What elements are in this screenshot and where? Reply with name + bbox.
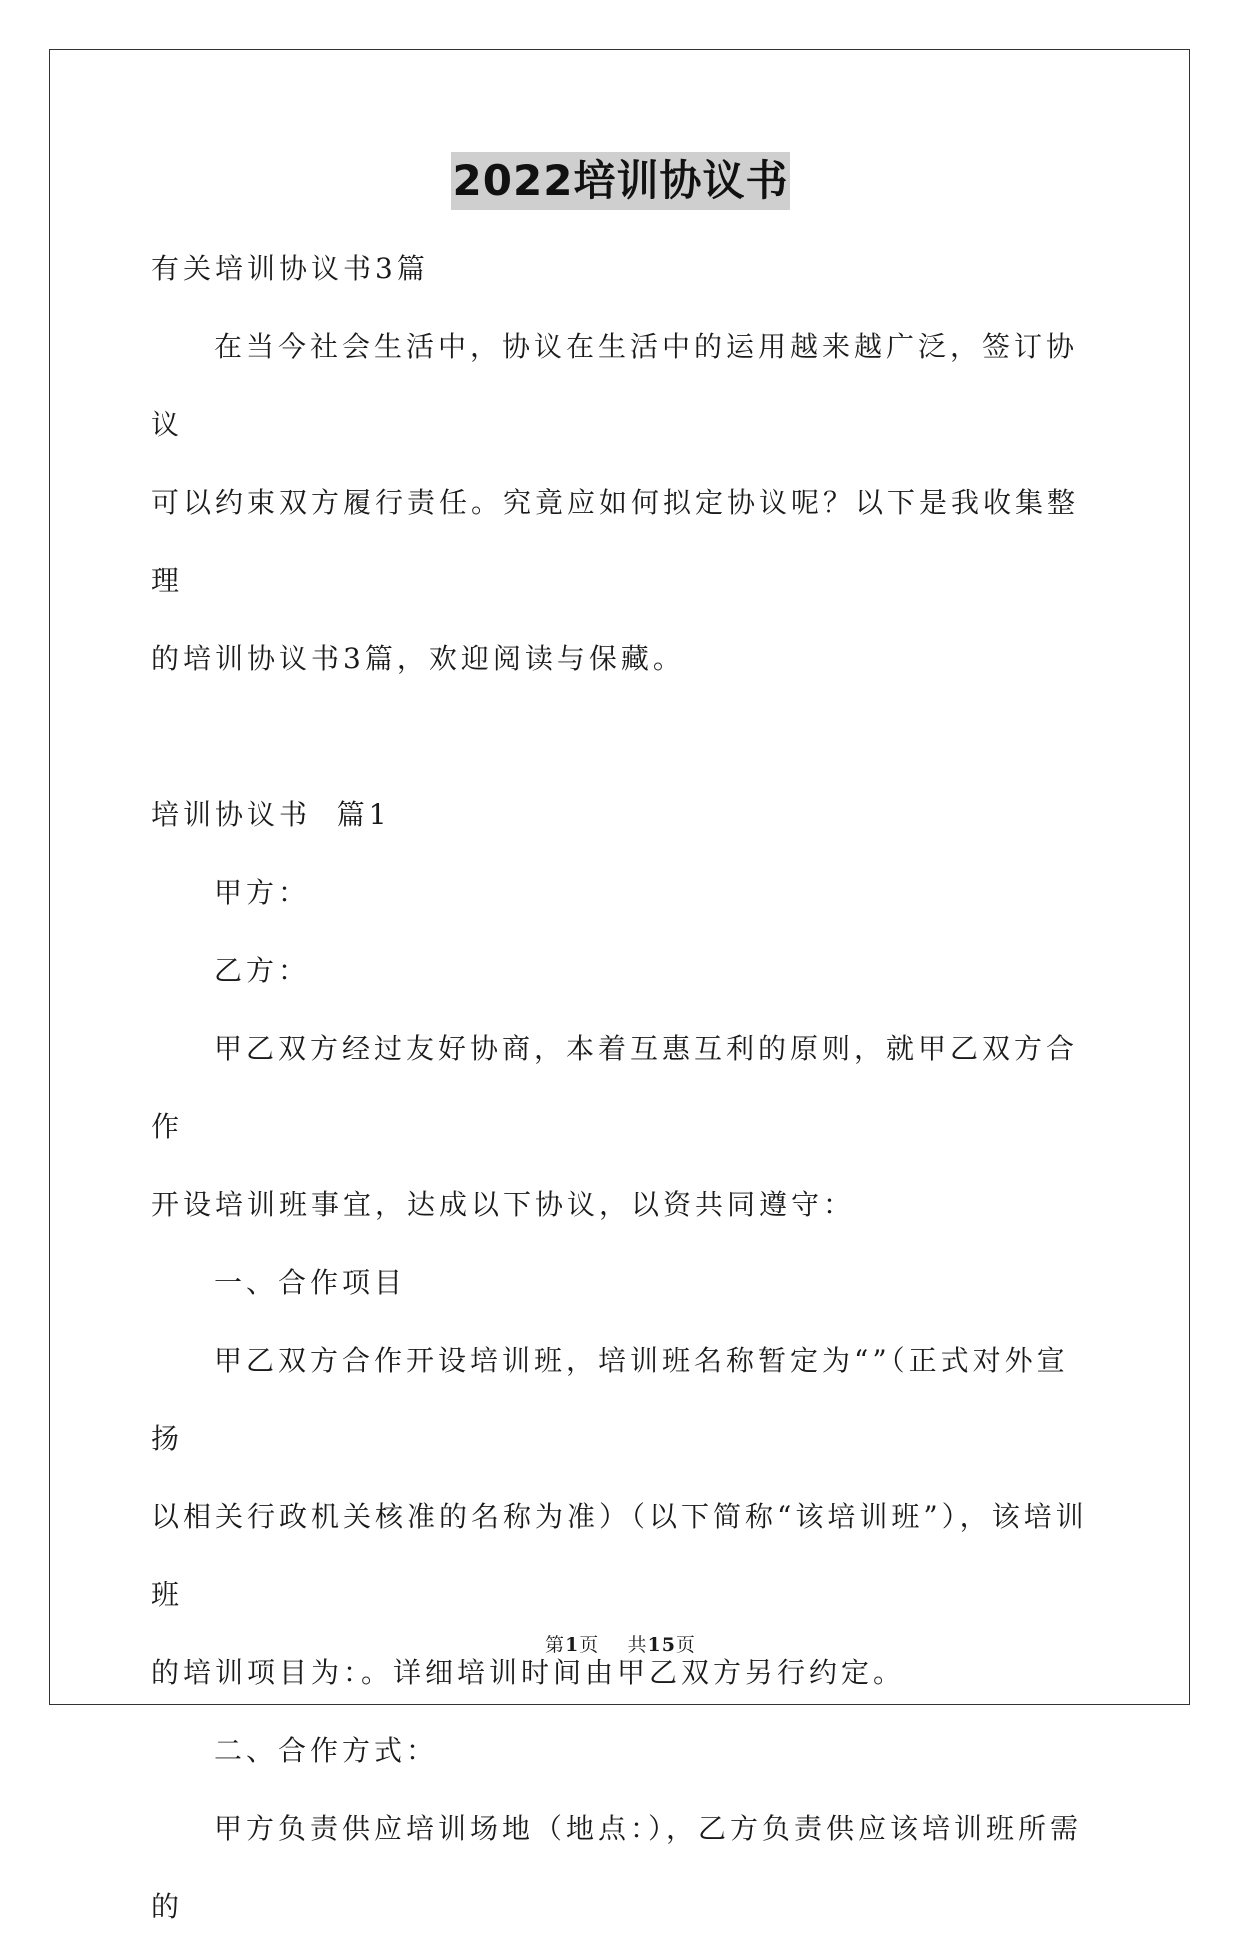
spacer — [151, 698, 1093, 776]
para2-line-3: 的培训项目为：。详细培训时间由甲乙双方另行约定。 — [151, 1656, 906, 1689]
footer-prefix: 第 — [545, 1634, 566, 1656]
party-a-label: 甲方： — [214, 876, 311, 909]
total-pages-number: 15 — [647, 1634, 676, 1656]
intro-line-2: 可以约束双方履行责任。究竟应如何拟定协议呢？以下是我收集整理 — [151, 486, 1080, 597]
party-b-label: 乙方： — [214, 954, 311, 987]
intro-line-1: 在当今社会生活中，协议在生活中的运用越来越广泛，签订协议 — [151, 330, 1079, 441]
page-footer — [0, 1630, 1241, 1657]
footer-middle: 页 共 — [579, 1634, 648, 1656]
para1-line-2: 开设培训班事宜，达成以下协议，以资共同遵守： — [151, 1188, 856, 1221]
para2-line-1: 甲乙双方合作开设培训班，培训班名称暂定为“”（正式对外宣扬 — [151, 1344, 1069, 1455]
title-container — [0, 152, 1241, 210]
item2-heading: 二、合作方式： — [214, 1734, 439, 1767]
section-heading: 培训协议书 篇1 — [151, 798, 391, 831]
para2-line-2: 以相关行政机关核准的名称为准）（以下简称“该培训班”），该培训班 — [151, 1500, 1088, 1611]
footer-suffix: 页 — [675, 1634, 696, 1656]
subtitle: 有关培训协议书3篇 — [151, 252, 429, 285]
document-body — [151, 230, 1093, 1946]
para1-line-1: 甲乙双方经过友好协商，本着互惠互利的原则，就甲乙双方合作 — [151, 1032, 1079, 1143]
document-title: 2022培训协议书 — [451, 152, 791, 210]
item1-heading: 一、合作项目 — [214, 1266, 407, 1299]
current-page-number: 1 — [565, 1634, 580, 1656]
para3-line-1: 甲方负责供应培训场地（地点：），乙方负责供应该培训班所需的 — [151, 1812, 1083, 1923]
intro-line-3: 的培训协议书3篇，欢迎阅读与保藏。 — [151, 642, 685, 675]
